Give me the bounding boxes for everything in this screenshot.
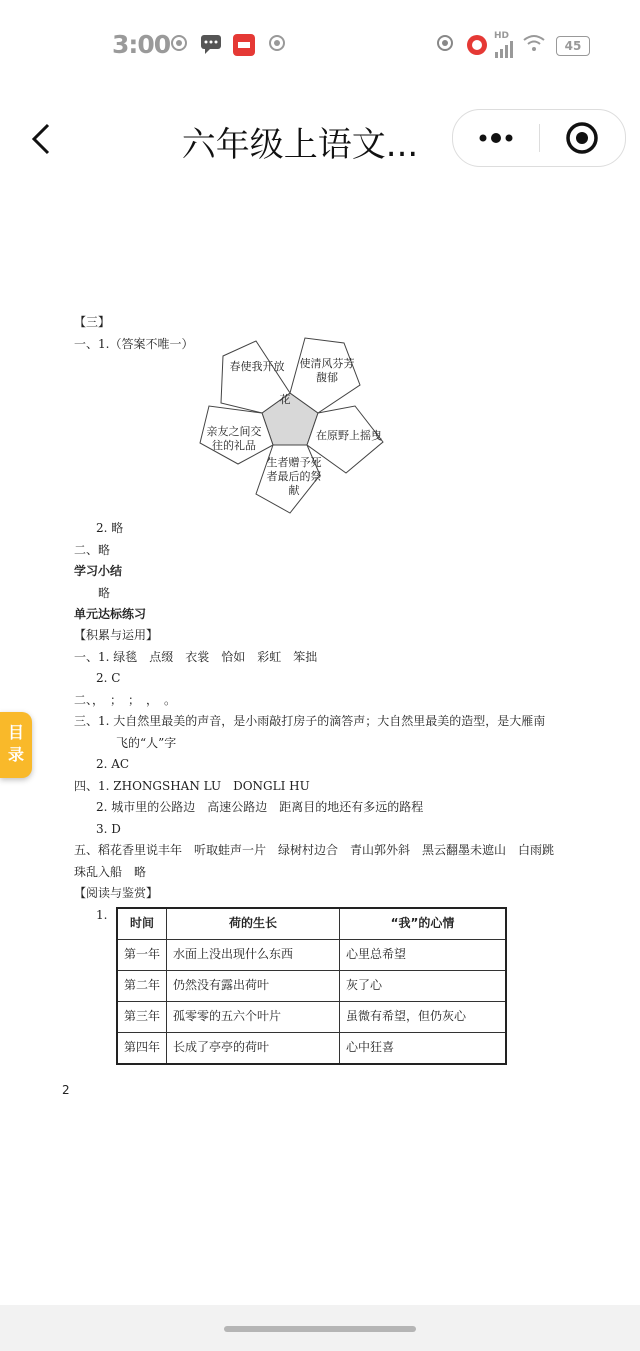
- reading-label: 【阅读与鉴赏】: [74, 886, 159, 900]
- screen-record-icon: [466, 34, 488, 56]
- more-button[interactable]: [453, 110, 539, 166]
- table-cell: 虽微有希望，但仍灰心: [340, 1002, 507, 1033]
- petal-label-3: 在原野上摇曳: [316, 429, 382, 442]
- diagram-center-label: 花: [279, 393, 291, 406]
- table-cell: 长成了亭亭的荷叶: [167, 1033, 340, 1065]
- record-icon: [170, 34, 188, 52]
- table-row: [117, 1002, 506, 1033]
- wifi-icon: [522, 34, 546, 52]
- answer-1-2: 2. C: [96, 671, 121, 685]
- answer-4-3: 3. D: [96, 822, 121, 836]
- table-cell: 水面上没出现什么东西: [167, 940, 340, 971]
- table-cell: 仍然没有露出荷叶: [167, 971, 340, 1002]
- unit-heading: 单元达标练习: [74, 607, 147, 621]
- status-time: 3:00: [112, 30, 171, 59]
- location-icon: [436, 34, 454, 52]
- network-type: HD: [494, 31, 510, 41]
- battery-icon: 45: [556, 36, 590, 56]
- answer-3-2: 2. AC: [96, 757, 130, 771]
- accumulation-label: 【积累与运用】: [74, 628, 159, 642]
- table-cell: 第三年: [117, 1002, 167, 1033]
- close-mini-program-button[interactable]: [539, 110, 625, 166]
- petal-label-4: 生者赠予死者最后的祭献: [266, 456, 322, 497]
- summary-text: 略: [98, 586, 111, 600]
- more-dots-icon: [453, 110, 539, 166]
- table-cell: 第四年: [117, 1033, 167, 1065]
- answer-5-continued: 珠乱入船 略: [74, 865, 147, 879]
- table-cell: 灰了心: [340, 971, 507, 1002]
- table-header-row: [117, 908, 506, 940]
- answer-4-2: 2. 城市里的公路边 高速公路边 距离目的地还有多远的路程: [96, 800, 424, 814]
- answer-4-1: 四、1. ZHONGSHAN LU DONGLI HU: [74, 779, 310, 793]
- petal-label-1: 春使我开放: [229, 360, 285, 373]
- question-1-1: 一、1.（答案不唯一）: [74, 337, 194, 351]
- target-close-icon: [539, 110, 625, 166]
- home-indicator[interactable]: [224, 1326, 416, 1332]
- question-2: 二、略: [74, 543, 111, 557]
- lotus-growth-table: [116, 907, 507, 1065]
- page-title: 六年级上语文...: [181, 125, 419, 165]
- toc-label-2: 录: [7, 745, 24, 764]
- answer-5: 五、稻花香里说丰年 听取蛙声一片 绿树村边合 青山郭外斜 黑云翻墨未遮山 白雨跳: [74, 843, 555, 857]
- answer-2: 二、， ； ； ， 。: [74, 693, 177, 707]
- summary-heading: 学习小结: [74, 564, 123, 578]
- section-label: 【三】: [74, 315, 111, 329]
- question-1-2: 2. 略: [96, 521, 124, 535]
- table-cell: 孤零零的五六个叶片: [167, 1002, 340, 1033]
- page-number: 2: [62, 1083, 70, 1097]
- table-header: 荷的生长: [167, 908, 340, 940]
- petal-label-5: 亲友之间交往的礼品: [206, 425, 262, 452]
- toc-label: [0, 712, 32, 766]
- gesture-bar: [0, 1305, 640, 1351]
- app-notification-icon: [233, 34, 255, 56]
- document-page: [0, 185, 640, 1305]
- table-cell: 第一年: [117, 940, 167, 971]
- table-row: [117, 971, 506, 1002]
- toc-label-1: 目: [7, 723, 24, 742]
- back-arrow-icon[interactable]: [24, 119, 64, 159]
- mini-program-capsule: [452, 109, 626, 167]
- signal-icon: [494, 40, 516, 58]
- reading-1: 1.: [96, 908, 108, 922]
- nav-bar: [0, 95, 640, 185]
- answer-1-1: 一、1. 绿毯 点缀 衣裳 恰如 彩虹 笨拙: [74, 650, 318, 664]
- status-bar: [0, 0, 640, 95]
- message-icon: [200, 34, 222, 54]
- table-cell: 心中狂喜: [340, 1033, 507, 1065]
- record-icon-2: [268, 34, 286, 52]
- table-row: [117, 1033, 506, 1065]
- answer-3-1: 三、1. 大自然里最美的声音，是小雨敲打房子的滴答声；大自然里最美的造型，是大雁南: [74, 714, 546, 728]
- table-cell: 心里总希望: [340, 940, 507, 971]
- table-header: 时间: [117, 908, 167, 940]
- toc-button[interactable]: [0, 712, 32, 778]
- table-cell: 第二年: [117, 971, 167, 1002]
- answer-3-1-continued: 飞的“人”字: [116, 736, 177, 750]
- petal-label-2: 使清风芬芳馥郁: [299, 357, 355, 384]
- table-header: “我”的心情: [340, 908, 507, 940]
- table-row: [117, 940, 506, 971]
